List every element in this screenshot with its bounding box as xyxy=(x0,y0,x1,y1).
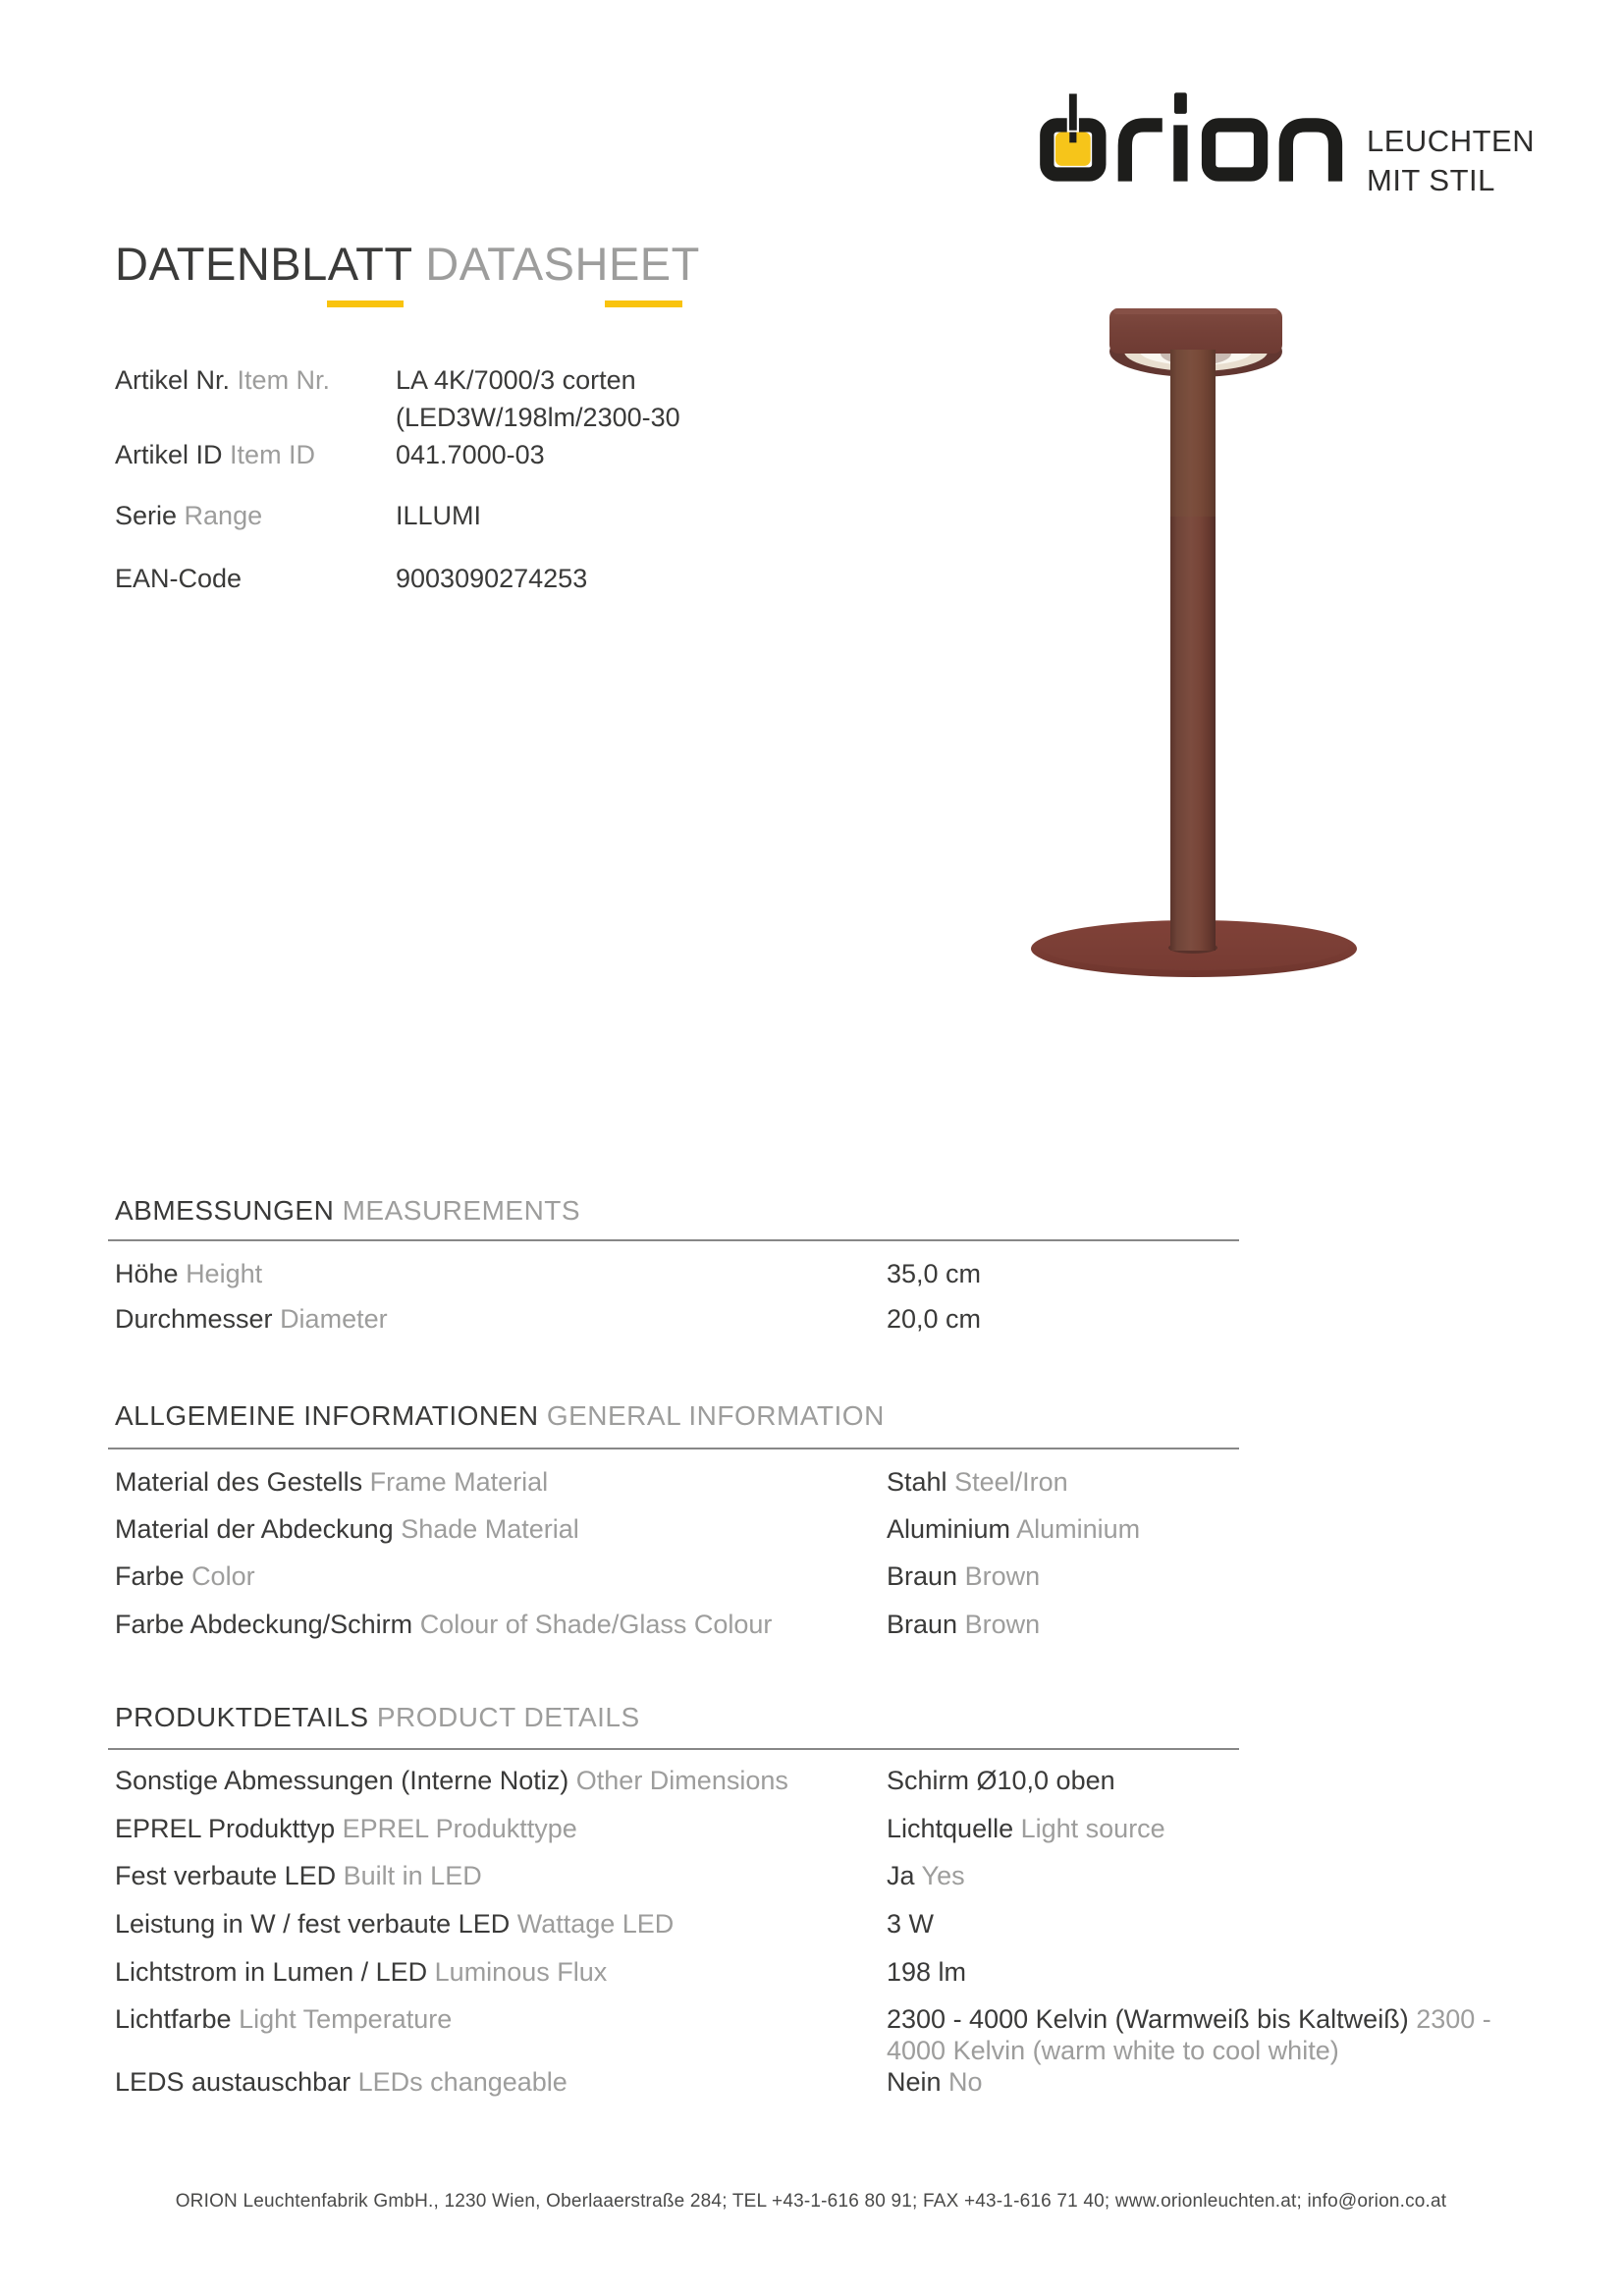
spec-label-de: Material der Abdeckung xyxy=(115,1514,394,1544)
spec-row xyxy=(115,1466,1525,1498)
article-value: 9003090274253 xyxy=(396,564,588,593)
section-rule xyxy=(108,1239,1239,1241)
spec-label-en: EPREL Produkttype xyxy=(342,1814,577,1843)
spec-label-de: Lichtfarbe xyxy=(115,2004,232,2034)
spec-row xyxy=(115,1609,1525,1640)
spec-row xyxy=(115,2066,1525,2098)
article-value: 041.7000-03 xyxy=(396,440,545,469)
spec-row xyxy=(115,1765,1525,1796)
corten-table-lamp-photo xyxy=(992,295,1404,992)
spec-label-de: Leistung in W / fest verbaute LED xyxy=(115,1909,511,1939)
footer-company-line: ORION Leuchtenfabrik GmbH., 1230 Wien, Oberlaaerstraße 284; TEL +43-1-616 80 91; FAX +43-1-616 71 40; www.orionleuchten.at; info@orion.co.at xyxy=(175,2191,1447,2212)
brand-claim-line2: MIT STIL xyxy=(1367,163,1495,197)
spec-row xyxy=(115,1513,1525,1545)
spec-value xyxy=(887,2066,1525,2098)
spec-label-de: Durchmesser xyxy=(115,1304,273,1334)
section-heading-de: ABMESSUNGEN xyxy=(115,1195,335,1226)
spec-label-en: LEDs changeable xyxy=(357,2067,568,2097)
page-title-en: DATASHEET xyxy=(425,238,700,290)
spec-value-de: Nein xyxy=(887,2067,942,2097)
spec-value-en: Aluminium xyxy=(1016,1514,1141,1544)
section-heading-de: PRODUKTDETAILS xyxy=(115,1702,369,1732)
spec-label-de: Farbe Abdeckung/Schirm xyxy=(115,1610,413,1639)
spec-value-en: Light source xyxy=(1020,1814,1165,1843)
spec-label-en: Colour of Shade/Glass Colour xyxy=(419,1610,773,1639)
spec-label-de: Farbe xyxy=(115,1561,185,1591)
spec-row xyxy=(115,2003,1525,2065)
spec-value xyxy=(887,1609,1525,1640)
article-row xyxy=(115,436,999,473)
spec-value-en: 2300 - 4000 Kelvin (warm white to cool white) xyxy=(887,2004,1491,2065)
spec-value-de: Aluminium xyxy=(887,1514,1011,1544)
article-label-en: Item Nr. xyxy=(237,365,331,395)
spec-label-en: Other Dimensions xyxy=(575,1766,788,1795)
article-row xyxy=(115,361,999,432)
spec-value-en: Yes xyxy=(921,1861,965,1890)
footer xyxy=(0,2191,1622,2213)
spec-value-de: Ja xyxy=(887,1861,915,1890)
spec-value-de: 3 W xyxy=(887,1909,935,1939)
spec-value-de: Lichtquelle xyxy=(887,1814,1014,1843)
spec-label-en: Wattage LED xyxy=(516,1909,675,1939)
spec-label-de: Höhe xyxy=(115,1259,179,1288)
spec-row xyxy=(115,1813,1525,1844)
section-heading-en: PRODUCT DETAILS xyxy=(376,1702,640,1732)
spec-label-de: Fest verbaute LED xyxy=(115,1861,337,1890)
article-label-en: Item ID xyxy=(230,440,316,469)
section-heading-de: ALLGEMEINE INFORMATIONEN xyxy=(115,1400,539,1431)
spec-label-en: Height xyxy=(186,1259,263,1288)
spec-label-en: Color xyxy=(191,1561,255,1591)
spec-label-en: Luminous Flux xyxy=(434,1957,608,1987)
article-value: ILLUMI xyxy=(396,501,482,530)
spec-value-de: Stahl xyxy=(887,1467,947,1497)
spec-row xyxy=(115,1860,1525,1891)
spec-value xyxy=(887,1765,1525,1796)
spec-label-de: Lichtstrom in Lumen / LED xyxy=(115,1957,428,1987)
spec-label-de: LEDS austauschbar xyxy=(115,2067,351,2097)
spec-value xyxy=(887,1860,1525,1891)
spec-value-en: No xyxy=(948,2067,983,2097)
spec-value-de: 35,0 cm xyxy=(887,1259,982,1288)
spec-row xyxy=(115,1560,1525,1592)
section-heading-measurements xyxy=(115,1195,580,1227)
spec-value xyxy=(887,1956,1525,1988)
section-heading-en: MEASUREMENTS xyxy=(342,1195,581,1226)
article-label-en: Range xyxy=(184,501,263,530)
article-value: LA 4K/7000/3 corten (LED3W/198lm/2300-30 xyxy=(396,365,680,432)
spec-value xyxy=(887,1908,1525,1940)
spec-label-en: Shade Material xyxy=(401,1514,579,1544)
spec-label-en: Light Temperature xyxy=(239,2004,453,2034)
spec-value xyxy=(887,2003,1525,2066)
spec-label-de: EPREL Produkttyp xyxy=(115,1814,336,1843)
article-row xyxy=(115,560,999,597)
spec-value-de: 20,0 cm xyxy=(887,1304,982,1334)
section-rule xyxy=(108,1748,1239,1750)
title-underline-accent xyxy=(327,301,404,307)
brand-claim xyxy=(1367,122,1535,200)
orion-logo-icon xyxy=(1033,91,1345,187)
spec-value-en: Steel/Iron xyxy=(954,1467,1068,1497)
page-title-de: DATENBLATT xyxy=(115,238,412,290)
spec-row xyxy=(115,1908,1525,1940)
section-heading-general-information xyxy=(115,1400,885,1432)
spec-row xyxy=(115,1956,1525,1988)
spec-value-en: Brown xyxy=(964,1561,1041,1591)
page-title xyxy=(115,237,700,291)
article-label-de: Artikel Nr. xyxy=(115,365,231,395)
title-underline-accent xyxy=(605,301,682,307)
spec-label-en: Frame Material xyxy=(369,1467,549,1497)
spec-value xyxy=(887,1560,1525,1592)
spec-row xyxy=(115,1303,1525,1335)
spec-value xyxy=(887,1513,1525,1545)
section-rule xyxy=(108,1448,1239,1449)
spec-row xyxy=(115,1258,1525,1289)
article-row xyxy=(115,497,999,534)
article-label-de: EAN-Code xyxy=(115,564,243,593)
spec-value-de: Braun xyxy=(887,1610,958,1639)
spec-value-de: Schirm Ø10,0 oben xyxy=(887,1766,1115,1795)
spec-label-en: Diameter xyxy=(280,1304,388,1334)
article-label-de: Artikel ID xyxy=(115,440,223,469)
spec-label-de: Material des Gestells xyxy=(115,1467,363,1497)
section-heading-product-details xyxy=(115,1702,640,1733)
article-label-de: Serie xyxy=(115,501,178,530)
brand-claim-line1: LEUCHTEN xyxy=(1367,124,1536,158)
spec-label-en: Built in LED xyxy=(343,1861,482,1890)
spec-value-en: Brown xyxy=(964,1610,1041,1639)
spec-label-de: Sonstige Abmessungen (Interne Notiz) xyxy=(115,1766,569,1795)
spec-value-de: Braun xyxy=(887,1561,958,1591)
spec-value xyxy=(887,1258,1525,1289)
spec-value xyxy=(887,1813,1525,1844)
spec-value-de: 198 lm xyxy=(887,1957,967,1987)
spec-value xyxy=(887,1303,1525,1335)
spec-value xyxy=(887,1466,1525,1498)
spec-value-de: 2300 - 4000 Kelvin (Warmweiß bis Kaltweiß) xyxy=(887,2004,1409,2034)
section-heading-en: GENERAL INFORMATION xyxy=(546,1400,885,1431)
